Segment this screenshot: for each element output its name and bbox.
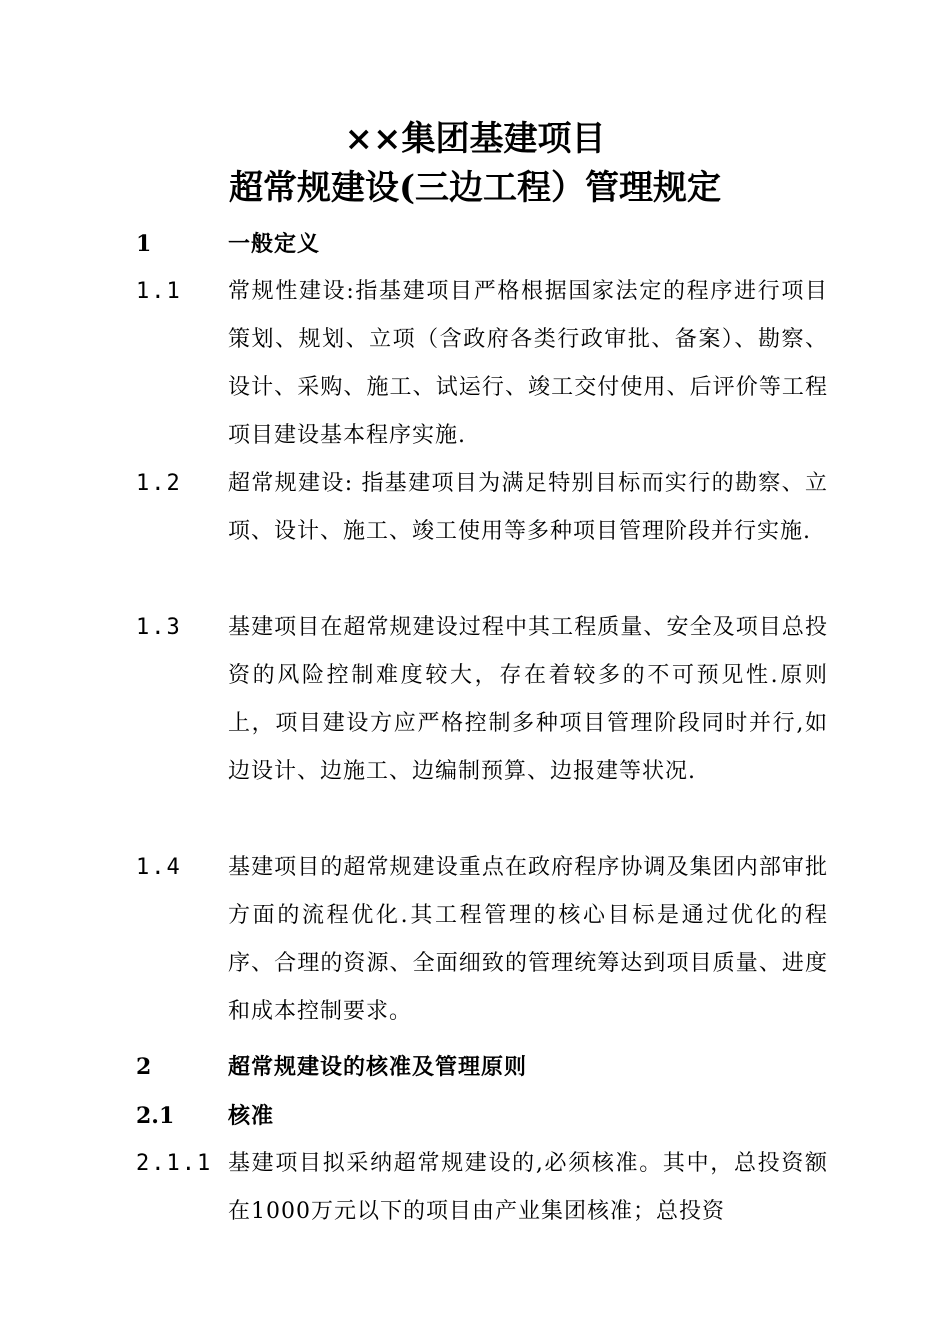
section-number: 1.4	[136, 855, 182, 880]
section-number: 2	[136, 1054, 152, 1080]
document-title-line-1: ××集团基建项目	[344, 119, 606, 159]
section-number: 1.2	[136, 471, 182, 496]
section-number: 1	[136, 231, 152, 257]
section-heading: 核准	[228, 1103, 275, 1129]
section-paragraph: 超常规建设: 指基建项目为满足特别目标而实行的勘察、立项、设计、施工、竣工使用等多种项目管理阶段并行实施.	[228, 471, 828, 544]
section-heading: 一般定义	[228, 231, 321, 257]
section-paragraph: 基建项目拟采纳超常规建设的,必须核准。其中，总投资额在1000万元以下的项目由产业集团核准；总投资	[228, 1151, 828, 1224]
section-paragraph: 常规性建设:指基建项目严格根据国家法定的程序进行项目策划、规划、立项（含政府各类行政审批、备案）、勘察、设计、采购、施工、试运行、竣工交付使用、后评价等工程项目建设基本程序实施.	[228, 279, 828, 448]
section-heading: 超常规建设的核准及管理原则	[228, 1054, 528, 1080]
section-paragraph: 基建项目的超常规建设重点在政府程序协调及集团内部审批方面的流程优化.其工程管理的核心目标是通过优化的程序、合理的资源、全面细致的管理统筹达到项目质量、进度和成本控制要求。	[228, 855, 828, 1024]
section-number: 1.1	[136, 279, 182, 304]
document-title-line-2: 超常规建设(三边工程）管理规定	[228, 168, 722, 208]
section-paragraph: 基建项目在超常规建设过程中其工程质量、安全及项目总投资的风险控制难度较大，存在着较多的不可预见性.原则上，项目建设方应严格控制多种项目管理阶段同时并行,如边设计、边施工、边编制预算、边报建等状况.	[228, 615, 828, 784]
section-number: 2.1.1	[136, 1151, 213, 1176]
section-number: 1.3	[136, 615, 182, 640]
section-number: 2.1	[136, 1103, 175, 1129]
